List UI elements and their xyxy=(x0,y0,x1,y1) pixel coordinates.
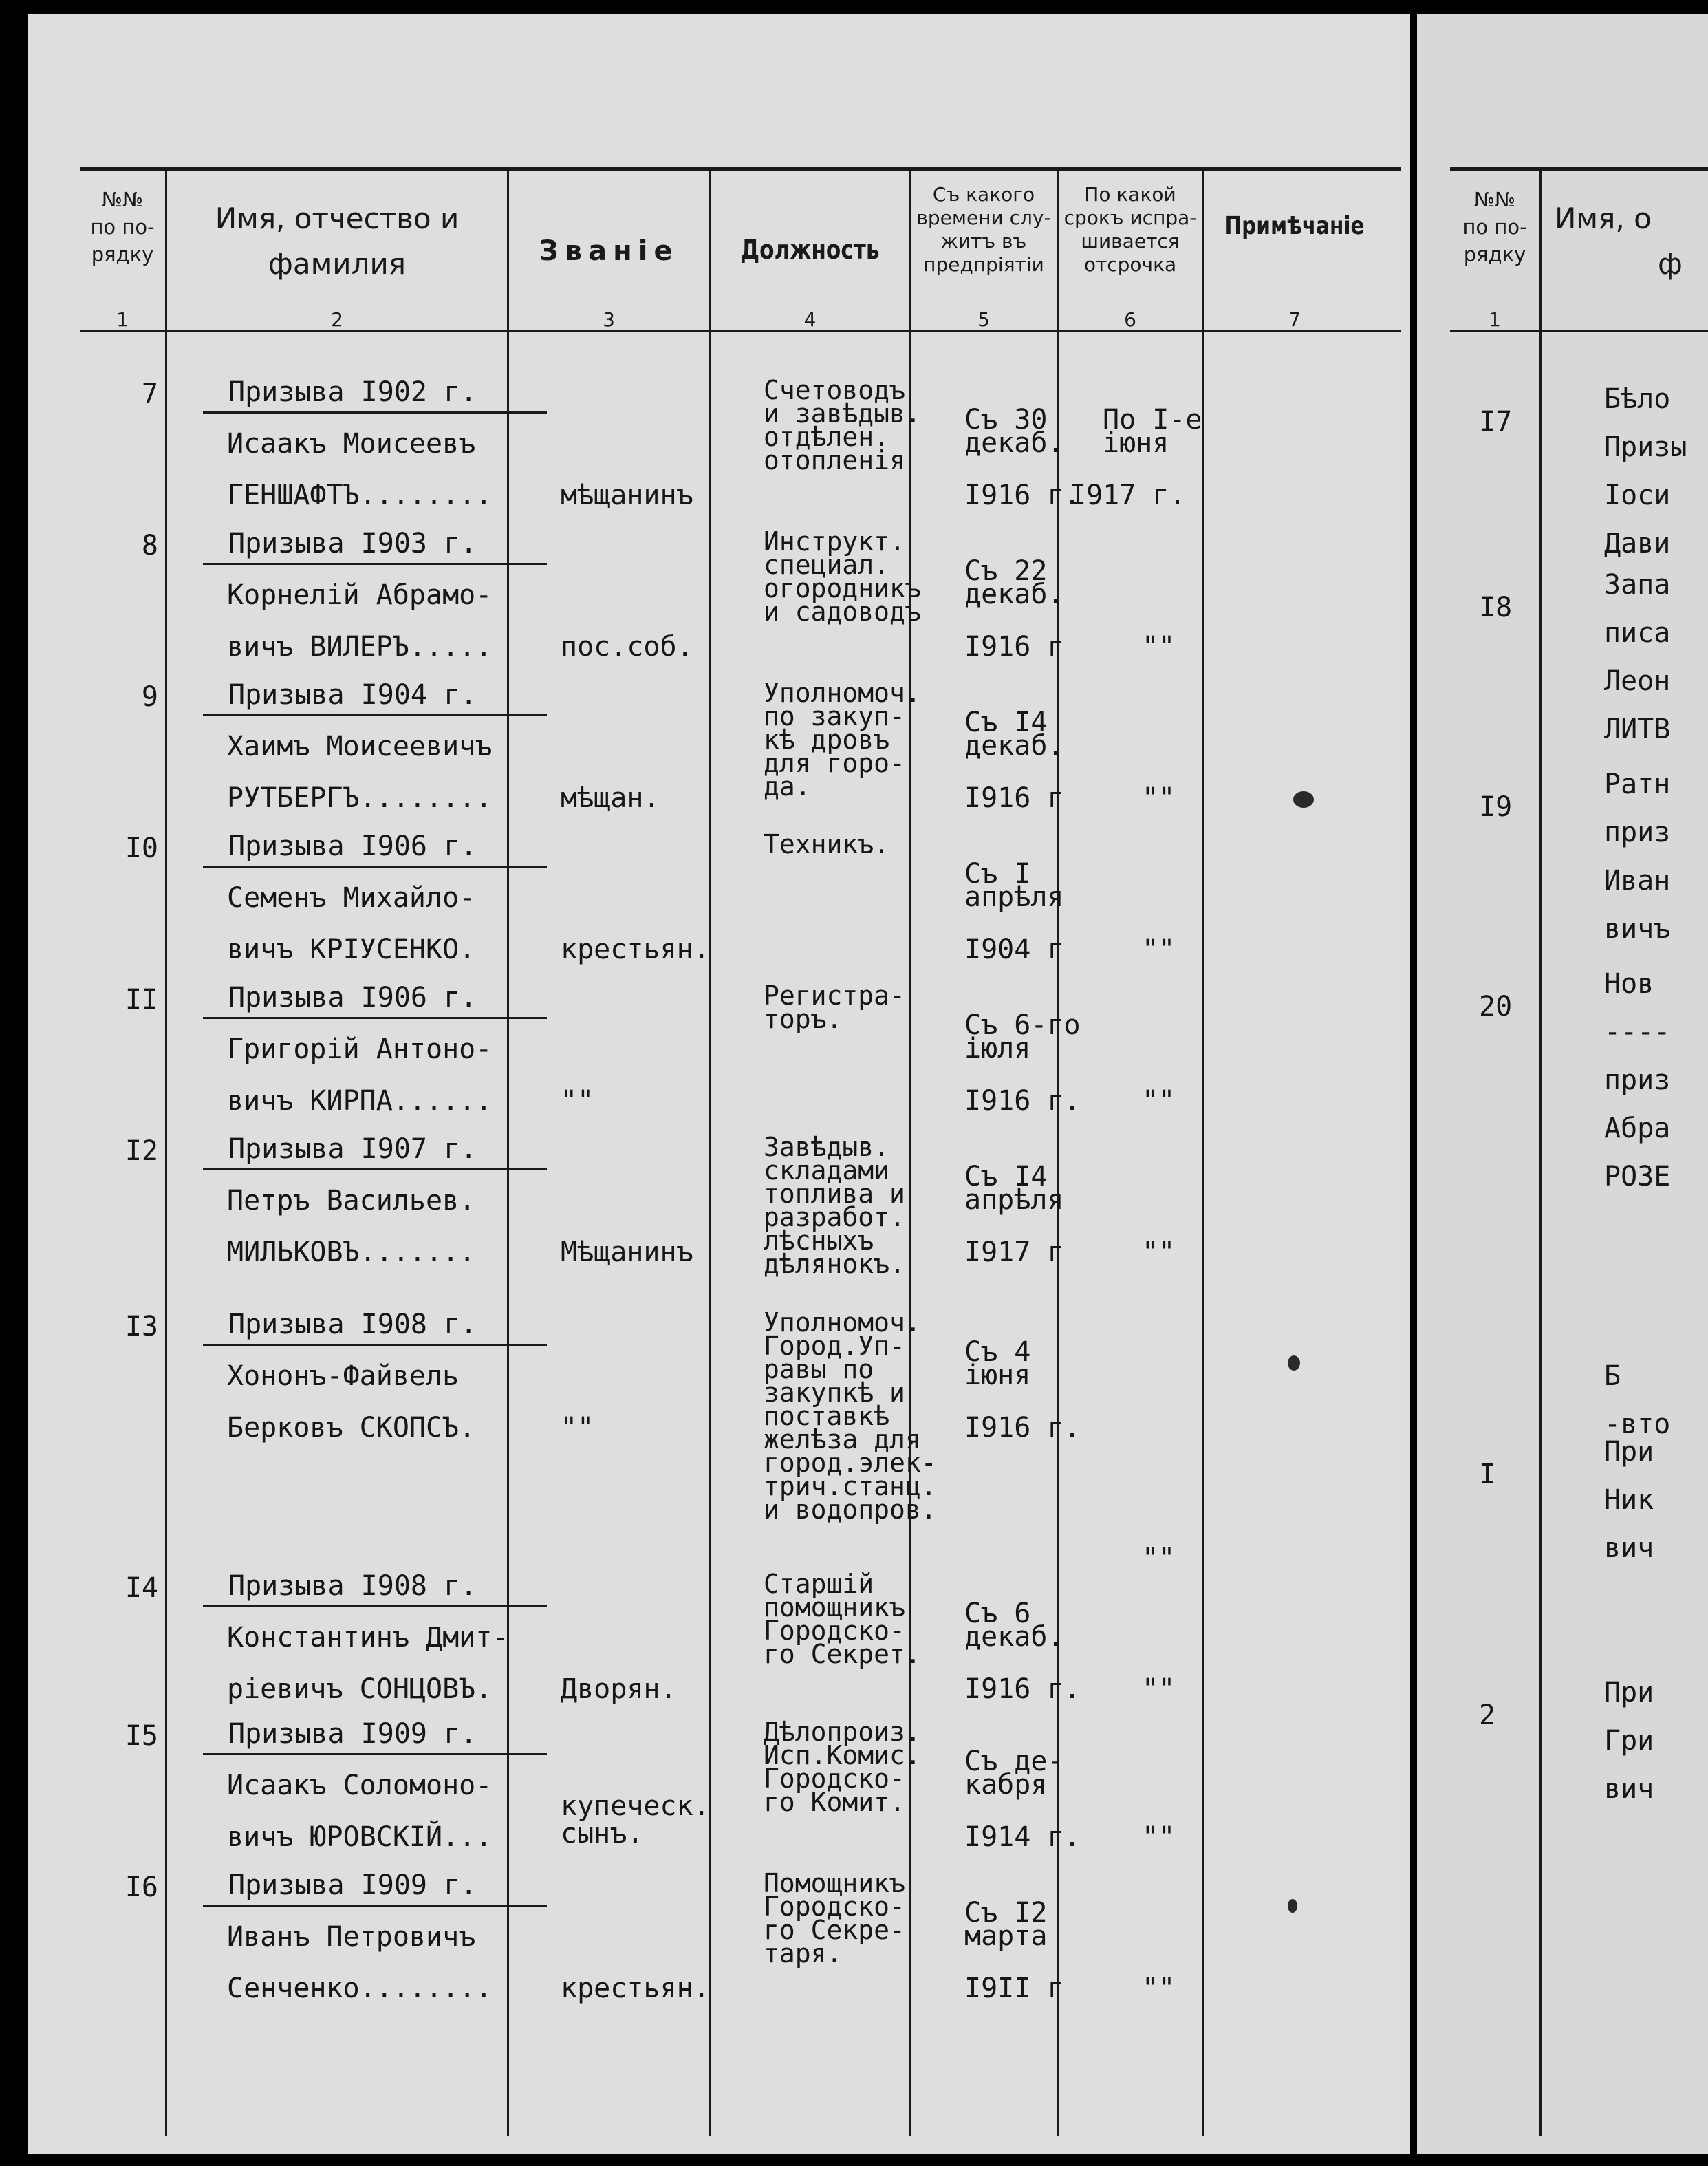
position-line: трич.станц. xyxy=(764,1471,937,1501)
ink-blot xyxy=(1288,1899,1297,1913)
social-rank: мѣщан. xyxy=(561,782,660,814)
deferment-term-line: "" xyxy=(1142,1085,1176,1117)
right-row-text: Абра xyxy=(1604,1113,1671,1144)
position-line: Уполномоч. xyxy=(764,678,921,708)
ink-blot xyxy=(1293,791,1314,808)
right-column-rule-1 xyxy=(1539,169,1542,2136)
header-num-7: 7 xyxy=(1288,308,1301,331)
service-since-line: декаб. xyxy=(964,730,1064,762)
service-since-line: декаб. xyxy=(964,427,1064,459)
header-num-3: 3 xyxy=(603,308,615,331)
call-year: Призыва I909 г. xyxy=(228,1869,477,1901)
call-year-underline xyxy=(203,714,547,716)
header-col-since-line1: Съ какого xyxy=(932,183,1035,206)
social-rank: "" xyxy=(561,1412,594,1444)
right-header-col-number-line3: рядку xyxy=(1463,243,1526,266)
service-since-line: іюля xyxy=(964,1033,1031,1064)
person-name-line2: МИЛЬКОВЪ....... xyxy=(227,1236,476,1268)
deferment-term-line: "" xyxy=(1142,782,1176,814)
position-line: Город.Уп- xyxy=(764,1331,905,1361)
deferment-term-line: "" xyxy=(1142,1973,1176,2004)
position-line: закупкѣ и xyxy=(764,1377,905,1408)
right-header-col-number-line1: №№ xyxy=(1473,188,1516,211)
person-name-line1: Корнелій Абрамо- xyxy=(227,579,493,611)
right-row-number: 20 xyxy=(1479,991,1513,1022)
right-row-text: Нов xyxy=(1604,968,1654,1000)
right-row-number: I xyxy=(1479,1459,1496,1490)
right-row-text: Иван xyxy=(1604,865,1671,897)
column-rule-1 xyxy=(165,169,167,2136)
call-year: Призыва I907 г. xyxy=(228,1133,477,1165)
position-line: лѣсныхъ xyxy=(764,1225,874,1256)
right-row-text: Гри xyxy=(1604,1725,1654,1757)
position-line: поставкѣ xyxy=(764,1401,890,1431)
position-line: город.элек- xyxy=(764,1448,937,1478)
call-year: Призыва I903 г. xyxy=(228,528,477,559)
social-rank: купеческ. сынъ. xyxy=(561,1790,710,1849)
right-row-text: ЛИТВ xyxy=(1604,714,1671,745)
header-num-2: 2 xyxy=(331,308,343,331)
call-year-underline xyxy=(203,1605,547,1607)
right-row-text: Призы xyxy=(1604,431,1687,463)
person-name-line1: Семенъ Михайло- xyxy=(227,882,476,914)
call-year-underline xyxy=(203,563,547,565)
position-line: торъ. xyxy=(764,1004,843,1034)
right-row-text: Ратн xyxy=(1604,769,1671,800)
header-col-term-line3: шивается xyxy=(1081,230,1180,253)
social-rank: мѣщанинъ xyxy=(561,480,693,511)
column-rule-4 xyxy=(909,169,911,2136)
position-line: го Комит. xyxy=(764,1787,905,1817)
header-col-term-line1: По какой xyxy=(1084,183,1176,206)
position-line: Техникъ. xyxy=(764,829,890,859)
position-line: и водопров. xyxy=(764,1494,937,1525)
social-rank: Мѣщанинъ xyxy=(561,1236,693,1268)
service-since-line: декаб. xyxy=(964,1621,1064,1653)
call-year-underline xyxy=(203,1017,547,1019)
right-row-text: приз xyxy=(1604,1064,1671,1096)
right-row-number: 2 xyxy=(1479,1699,1496,1731)
service-since-line: Съ I4 xyxy=(964,1161,1048,1192)
header-col-since xyxy=(911,183,1056,277)
ink-blot xyxy=(1288,1355,1300,1371)
right-row-text: -вто xyxy=(1604,1408,1671,1440)
right-row-text: РОЗЕ xyxy=(1604,1161,1671,1192)
deferment-term-line: іюня xyxy=(1103,427,1169,459)
person-name-line2: вичъ ВИЛЕРЪ..... xyxy=(227,631,493,663)
header-col-number-line2: по по- xyxy=(90,215,155,239)
service-since-line: I9II г xyxy=(964,1973,1064,2004)
header-col-position: Должность xyxy=(740,235,880,265)
row-number: I6 xyxy=(125,1872,158,1903)
position-line: Исп.Комис. xyxy=(764,1740,921,1770)
call-year: Призыва I906 г. xyxy=(228,982,477,1014)
right-row-text: Леон xyxy=(1604,665,1671,697)
call-year-underline xyxy=(203,1344,547,1346)
right-row-text: Запа xyxy=(1604,569,1671,601)
call-year: Призыва I904 г. xyxy=(228,679,477,711)
right-row-text: Дави xyxy=(1604,528,1671,559)
social-rank: пос.соб. xyxy=(561,631,693,663)
service-since-line: Съ I2 xyxy=(964,1897,1048,1929)
header-num-5: 5 xyxy=(977,308,990,331)
person-name-line2: РУТБЕРГЪ........ xyxy=(227,782,493,814)
right-row-text: приз xyxy=(1604,817,1671,848)
right-row-text: Б xyxy=(1604,1360,1621,1392)
position-line: помощникъ xyxy=(764,1592,905,1622)
row-number: I0 xyxy=(125,833,158,864)
right-header-col-name-line1: Имя, о xyxy=(1555,202,1652,235)
position-line: да. xyxy=(764,771,811,802)
position-line: го Секре- xyxy=(764,1915,905,1945)
header-col-number-line3: рядку xyxy=(91,243,154,266)
position-line: отдѣлен. xyxy=(764,422,890,452)
service-since-line: Съ 30 xyxy=(964,404,1048,436)
header-num-4: 4 xyxy=(803,308,817,331)
position-line: разработ. xyxy=(764,1202,905,1232)
right-row-text: При xyxy=(1604,1677,1654,1708)
call-year: Призыва I908 г. xyxy=(228,1309,477,1340)
right-row-text: вичъ xyxy=(1604,913,1671,945)
person-name-line2: вичъ КИРПА...... xyxy=(227,1085,493,1117)
row-number: I3 xyxy=(125,1311,158,1342)
deferment-term-line: I917 г. xyxy=(1070,480,1186,511)
right-row-text: Бѣло xyxy=(1604,383,1671,415)
right-row-text: ---- xyxy=(1604,1016,1671,1048)
position-line: топлива и xyxy=(764,1179,905,1209)
call-year: Призыва I902 г. xyxy=(228,376,477,408)
social-rank: "" xyxy=(561,1085,594,1117)
header-col-number xyxy=(81,186,164,268)
header-col-name xyxy=(169,196,506,287)
position-line: Старшій xyxy=(764,1569,874,1599)
deferment-term-line: "" xyxy=(1142,1236,1176,1268)
header-num-6: 6 xyxy=(1124,308,1136,331)
position-line: по закуп- xyxy=(764,701,905,731)
deferment-term-line: "" xyxy=(1142,934,1176,965)
position-line: Инструкт. xyxy=(764,526,905,557)
right-header-col-name xyxy=(1555,196,1708,287)
person-name-line1: Иванъ Петровичъ xyxy=(227,1921,476,1953)
call-year-underline xyxy=(203,411,547,414)
right-row-text: При xyxy=(1604,1436,1654,1468)
right-row-number: I7 xyxy=(1479,406,1513,438)
header-col-since-line2: времени слу- xyxy=(916,206,1051,229)
social-rank: крестьян. xyxy=(561,934,710,965)
row-number: II xyxy=(125,984,158,1016)
service-since-line: марта xyxy=(964,1920,1048,1952)
right-row-text: Ник xyxy=(1604,1484,1654,1516)
row-number: 8 xyxy=(141,530,158,561)
header-col-number-line1: №№ xyxy=(101,188,144,211)
position-line: го Секрет. xyxy=(764,1639,921,1669)
position-line: складами xyxy=(764,1155,890,1186)
person-name-line1: Исаакъ Моисеевъ xyxy=(227,428,476,460)
person-name-line2: Берковъ СКОПСЪ. xyxy=(227,1412,476,1444)
deferment-term-line: По I-е xyxy=(1103,404,1202,436)
position-line: и садоводъ xyxy=(764,597,921,627)
position-line: таря. xyxy=(764,1938,843,1969)
call-year-underline xyxy=(203,1905,547,1907)
position-line: специал. xyxy=(764,550,890,580)
document-page-right-fragment xyxy=(1417,14,1708,2154)
right-header-col-number-line2: по по- xyxy=(1462,215,1527,239)
position-line: Помощникъ xyxy=(764,1868,905,1898)
right-row-text: вич xyxy=(1604,1773,1654,1805)
call-year: Призыва I908 г. xyxy=(228,1570,477,1602)
right-row-text: писа xyxy=(1604,617,1671,649)
service-since-line: Съ I xyxy=(964,858,1031,890)
right-row-number: I8 xyxy=(1479,592,1513,623)
right-header-top-border xyxy=(1450,167,1708,171)
person-name-line2: вичъ ЮРОВСКІЙ... xyxy=(227,1821,493,1853)
right-row-text: Іоси xyxy=(1604,480,1671,511)
service-since-line: Съ де- xyxy=(964,1746,1064,1777)
service-since-line: кабря xyxy=(964,1769,1048,1801)
header-col-term-line4: отсрочка xyxy=(1083,253,1177,276)
person-name-line2: вичъ КРІУСЕНКО. xyxy=(227,934,476,965)
column-rule-6 xyxy=(1202,169,1204,2136)
service-since-line: Съ 6-го xyxy=(964,1009,1081,1041)
service-since-line: Съ 4 xyxy=(964,1336,1031,1368)
service-since-line: I916 г xyxy=(964,782,1064,814)
position-line: для горо- xyxy=(764,748,905,778)
right-header-col-name-line2: ф xyxy=(1658,247,1683,281)
position-line: Городско- xyxy=(764,1616,905,1646)
service-since-line: апрѣля xyxy=(964,881,1064,913)
service-since-line: I916 г. xyxy=(964,480,1081,511)
person-name-line2: ріевичъ СОНЦОВЪ. xyxy=(227,1673,493,1705)
position-line: равы по xyxy=(764,1354,874,1384)
service-since-line: I917 г xyxy=(964,1236,1064,1268)
service-since-line: апрѣля xyxy=(964,1184,1064,1216)
service-since-line: I904 г xyxy=(964,934,1064,965)
header-col-notes: Примѣчаніе xyxy=(1224,212,1365,240)
deferment-term-line: "" xyxy=(1142,1543,1176,1574)
service-since-line: I916 г xyxy=(964,631,1064,663)
service-since-line: I916 г. xyxy=(964,1085,1081,1117)
service-since-line: Съ 6 xyxy=(964,1598,1031,1629)
header-num-1: 1 xyxy=(116,308,129,331)
row-number: I2 xyxy=(125,1135,158,1167)
person-name-line1: Хононъ-Файвель xyxy=(227,1360,460,1392)
person-name-line1: Хаимъ Моисеевичъ xyxy=(227,731,493,762)
position-line: Городско- xyxy=(764,1891,905,1922)
position-line: огородникъ xyxy=(764,573,921,603)
person-name-line2: ГЕНШАФТЪ........ xyxy=(227,480,493,511)
call-year-underline xyxy=(203,1753,547,1755)
service-since-line: декаб. xyxy=(964,579,1064,610)
service-since-line: іюня xyxy=(964,1360,1031,1391)
person-name-line1: Петръ Васильев. xyxy=(227,1185,476,1216)
header-col-since-line3: житъ въ xyxy=(940,230,1027,253)
right-header-num-1: 1 xyxy=(1489,308,1501,331)
position-line: Регистра- xyxy=(764,980,905,1011)
person-name-line2: Сенченко........ xyxy=(227,1973,493,2004)
service-since-line: Съ I4 xyxy=(964,707,1048,738)
social-rank: Дворян. xyxy=(561,1673,677,1705)
social-rank: крестьян. xyxy=(561,1973,710,2004)
position-line: кѣ дровъ xyxy=(764,725,890,755)
deferment-term-line: "" xyxy=(1142,1673,1176,1705)
column-rule-2 xyxy=(507,169,509,2136)
position-line: Дѣлопроиз. xyxy=(764,1717,921,1747)
position-line: Уполномоч. xyxy=(764,1307,921,1338)
person-name-line1: Константинъ Дмит- xyxy=(227,1622,509,1653)
person-name-line1: Исаакъ Соломоно- xyxy=(227,1770,493,1801)
position-line: Городско- xyxy=(764,1763,905,1794)
call-year: Призыва I909 г. xyxy=(228,1718,477,1750)
deferment-term-line: "" xyxy=(1142,1821,1176,1853)
row-number: I4 xyxy=(125,1572,158,1604)
header-col-name-line1: Имя, отчество и xyxy=(215,202,460,235)
header-col-name-line2: фамилия xyxy=(268,247,407,281)
service-since-line: I914 г. xyxy=(964,1821,1081,1853)
row-number: 9 xyxy=(141,681,158,713)
service-since-line: Съ 22 xyxy=(964,555,1048,587)
service-since-line: I916 г. xyxy=(964,1412,1081,1444)
right-header-col-number xyxy=(1451,186,1538,268)
person-name-line1: Григорій Антоно- xyxy=(227,1033,493,1065)
call-year: Призыва I906 г. xyxy=(228,830,477,862)
service-since-line: I916 г. xyxy=(964,1673,1081,1705)
position-line: дѣлянокъ. xyxy=(764,1249,905,1279)
header-col-term-line2: срокъ испра- xyxy=(1063,206,1197,229)
header-col-since-line4: предпріятіи xyxy=(923,253,1044,276)
deferment-term-line: "" xyxy=(1142,631,1176,663)
position-line: Завѣдыв. xyxy=(764,1132,890,1162)
position-line: желѣза для xyxy=(764,1424,921,1455)
call-year-underline xyxy=(203,866,547,868)
header-col-rank: Званіе xyxy=(539,235,679,267)
document-page-left xyxy=(28,14,1410,2154)
header-col-term xyxy=(1059,183,1201,277)
position-line: и завѣдыв. xyxy=(764,398,921,429)
right-row-text: вич xyxy=(1604,1532,1654,1564)
row-number: 7 xyxy=(141,378,158,410)
row-number: I5 xyxy=(125,1720,158,1752)
call-year-underline xyxy=(203,1168,547,1170)
position-line: отопленія xyxy=(764,445,905,475)
right-row-number: I9 xyxy=(1479,791,1513,823)
position-line: Счетоводъ xyxy=(764,375,905,405)
